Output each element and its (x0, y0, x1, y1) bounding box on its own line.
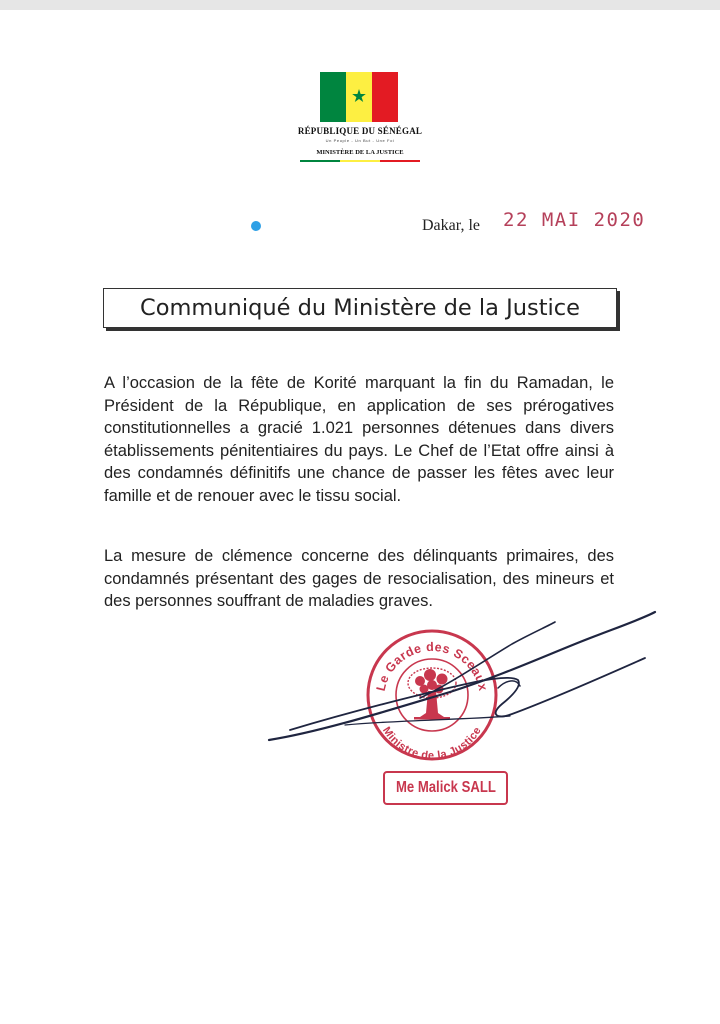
document-title: Communiqué du Ministère de la Justice (139, 295, 580, 321)
ministry-header: MINISTÈRE DE LA JUSTICE (316, 149, 404, 156)
date-stamp: 22 MAI 2020 (503, 209, 646, 231)
signatory-name-stamp (383, 771, 508, 805)
title-box (103, 288, 617, 328)
seal-bottom-text: Ministre de la Justice (380, 724, 484, 763)
tricolor-divider (300, 160, 420, 162)
body-paragraph-2: La mesure de clémence concerne des délinquants primaires, des condamnés présentant des gages de resocialisation, des mineurs et des personnes souffrant de maladies graves. (104, 547, 614, 611)
body-paragraph-1: A l’occasion de la fête de Korité marquant la fin du Ramadan, le Président de la République, en application de ses prérogatives constitutionnelles a gracié 1.021 personnes détenues dans divers établissements pénitentiaires du pays. Le Chef de l’Etat offre ainsi à des condamnés définitifs une chance de passer les fêtes avec leur famille et de renouer avec le tissu social. (104, 374, 614, 505)
date-place-label: Dakar, le (422, 217, 480, 234)
republic-title: RÉPUBLIQUE DU SÉNÉGAL (297, 126, 423, 136)
senegal-flag-icon (320, 72, 398, 122)
seal-top-text: Le Garde des Sceaux (373, 639, 491, 693)
handwritten-signature (250, 600, 660, 770)
blue-dot-marker (251, 221, 261, 231)
viewer-top-strip (0, 0, 720, 10)
signatory-name: Me Malick SALL (395, 779, 496, 796)
document-page (0, 10, 720, 1024)
national-motto: Un Peuple - Un But - Une Foi (325, 138, 395, 143)
